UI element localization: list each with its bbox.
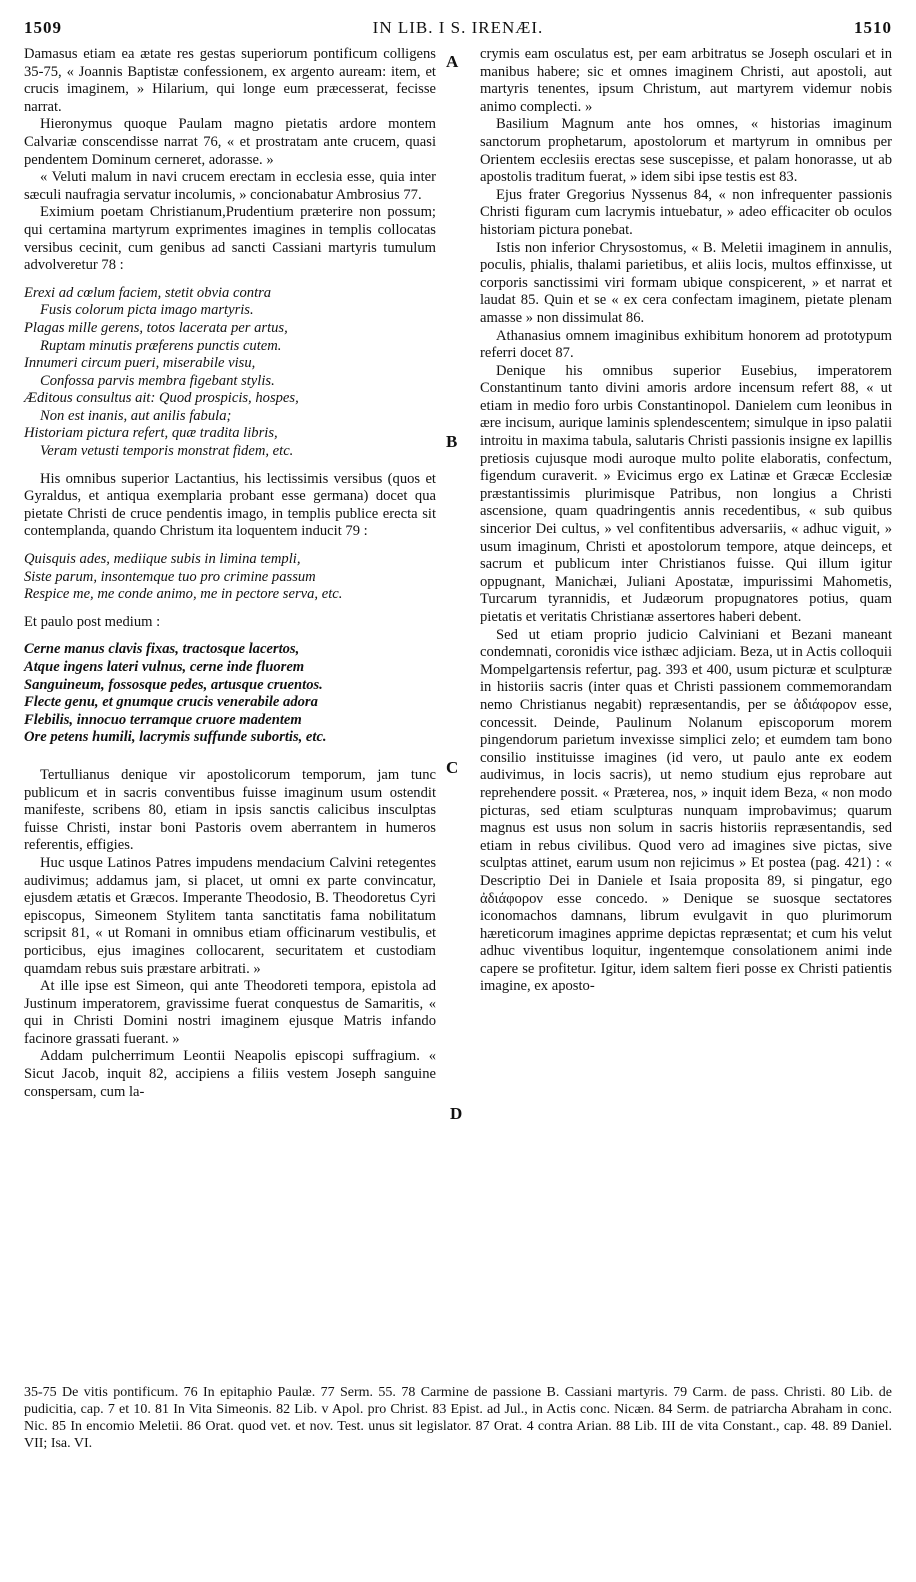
verse-line: Fusis colorum picta imago martyris. bbox=[40, 302, 254, 319]
verse-line: Historiam pictura refert, quæ tradita libris, bbox=[24, 425, 278, 442]
verse-line: Flebilis, innocuo terramque cruore madentem bbox=[24, 711, 302, 728]
paragraph: Eximium poetam Christianum,Prudentium præterire non possum; qui certamina martyrum exprimentes imagines in templis collocatas versibus cecinit, cum genibus ad sancti Cassiani martyris tumulum advolveretur 78 : bbox=[24, 204, 436, 274]
verse-block bbox=[24, 285, 436, 461]
verse-line: Siste parum, insontemque tuo pro crimine passum bbox=[24, 568, 316, 585]
paragraph: Sed ut etiam proprio judicio Calviniani et Bezani maneant condemnati, coronidis vice isthæc adjiciam. Beza, ut in Actis colloquii Mompelgartensis refertur, pag. 393 et 400, usum picturæ et sculpturæ in historiis sacris (inter quas et Christi passionem commemorandam nemo Christianus negabit) repræsentandis, per se ἀδιάφορον esse, concessit. Deinde, Paulinum Nolanum episcoporum morem pingendorum parietum invexisse simplici zelo; et eumdem tam bono consilio instituisse imagines (id vero, ut paulo ante ex eodem audivimus, in locis sacris), ut nemo studium ejus reprobare aut reprehendere possit. « Præterea, nos, » inquit idem Beza, « non modo picturas, sed etiam sculpturas nunquam improbavimus; quarum magnus est usus non solum in sacris historiis repræsentandis, sed etiam in rebus civilibus. Quod vero ad imagines sive pictas, sive sculptas attinet, earum usum non rejicimus » Et postea (pag. 421) : « Descriptio Dei in Daniele et Isaia proposita 89, si pingatur, ego ἀδιάφορον esse concedo. » Denique se suosque sectatores iconomachos damnans, librum evulgavit in quo plurimorum hæreticorum imagines apprime depictas repræsentat; et cum his velut adhuc viventibus loquitur, ingentemque consolationem animi inde capere se profitetur. Igitur, idem saltem fieri posse ex Christi patientis imagine, ex aposto- bbox=[480, 626, 892, 995]
verse-line: Atque ingens lateri vulnus, cerne inde fluorem bbox=[24, 659, 305, 675]
page-number-right: 1510 bbox=[854, 18, 892, 37]
paragraph: Addam pulcherrimum Leontii Neapolis episcopi suffragium. « Sicut Jacob, inquit 82, accipiens a filiis vestem Joseph sanguine conspersam, cum la- bbox=[24, 1048, 436, 1100]
margin-marker-c: C bbox=[446, 758, 459, 777]
verse-line: Confossa parvis membra figebant stylis. bbox=[40, 372, 275, 389]
margin-marker-a: A bbox=[446, 52, 459, 71]
verse-block bbox=[24, 641, 436, 747]
paragraph: Tertullianus denique vir apostolicorum temporum, jam tunc publicum et in sacris conventibus fuisse imaginum usum ostendit manifeste, scribens 80, etiam in ipsis sanctis calicibus insculptas fuisse Christi, instar boni Pastoris ovem aberrantem in humeros referentis, effigies. bbox=[24, 766, 436, 854]
verse-line: Flecte genu, et gnumque crucis venerabile adora bbox=[24, 694, 318, 711]
paragraph: Istis non inferior Chrysostomus, « B. Meletii imaginem in annulis, poculis, phialis, thalami parietibus, et aliis locis, multos effinxisse, ut corporis sanctissimi viri formam ubique conspicerent, » et narrat et laudat 85. Quin et se « ex cera confectam imaginem, pietate plenam amasse » non dissimulat 86. bbox=[480, 239, 892, 326]
verse-line: Ore petens humili, lacrymis suffunde subortis, etc. bbox=[24, 729, 327, 746]
right-column bbox=[480, 46, 892, 996]
verse-line: Cerne manus clavis fixas, tractosque lacertos, bbox=[24, 641, 300, 658]
verse-line: Erexi ad cœlum faciem, stetit obvia contra bbox=[24, 284, 272, 301]
section-heading: Et paulo post medium : bbox=[24, 613, 161, 630]
paragraph: Huc usque Latinos Patres impudens mendacium Calvini retegentes audivimus; addamus jam, si placet, ut omni ex parte convincatur, ejusdem ætatis et Græcos. Imperante Theodosio, B. Theodoretus Cyri episcopus, Simeonem Stylitem tanta sanctitatis fama nobilitatum scripsit 81, « ut Romani in omnibus etiam officinarum vestibulis, et porticibus, ejus imagines collocarent, securitatem et custodiam quamdam rebus suis præstare arbitrati. » bbox=[24, 854, 436, 977]
margin-marker-d: D bbox=[450, 1104, 463, 1123]
verse-line: Respice me, me conde animo, me in pectore serva, etc. bbox=[24, 586, 343, 603]
paragraph: « Veluti malum in navi crucem erectam in ecclesia esse, quia inter sæculi naufragia servatur incolumis, » concionabatur Ambrosius 77. bbox=[24, 169, 436, 203]
paragraph: crymis eam osculatus est, per eam arbitratus se Joseph osculari et in manibus habere; sic et omnes imaginem Christi, aut apostoli, aut martyris tenentes, ipsum Christum, aut martyrem videmur nobis animo complecti. » bbox=[480, 46, 892, 115]
paragraph: Basilium Magnum ante hos omnes, « historias imaginum sanctorum prophetarum, apostolorum et martyrum in omnibus per Orientem ecclesiis erectas sese suscepisse, et palam honorasse, ut ab apostolis traditum fuerat, » idem sibi ipse testis est 83. bbox=[480, 116, 892, 186]
verse-line: Æditous consultus ait: Quod prospicis, hospes, bbox=[24, 390, 299, 407]
verse-line: Innumeri circum pueri, miserabile visu, bbox=[24, 355, 256, 372]
paragraph: His omnibus superior Lactantius, his lectissimis versibus (quos et Gyraldus, et antiqua exemplaria probant esse germana) docet qua pietate Christi de cruce pendentis imago, in templis publice erecta sit contemplanda, quando Christum ita loquentem inducit 79 : bbox=[24, 470, 436, 540]
verse-line: Plagas mille gerens, totos lacerata per artus, bbox=[24, 319, 288, 336]
verse-line: Ruptam minutis præferens punctis cutem. bbox=[40, 337, 282, 354]
page-number-left: 1509 bbox=[24, 18, 62, 37]
paragraph: Damasus etiam ea ætate res gestas superiorum pontificum colligens 35-75, « Joannis Baptistæ confessionem, ex argento auream: item, et crucis imaginem, » Hilarium, qui longe eum præcesserat, fecisse narrat. bbox=[24, 46, 436, 115]
paragraph: Denique his omnibus superior Eusebius, imperatorem Constantinum tanto divini amoris ardore incensum refert 88, « ut etiam in medio foro urbis Constantinopol. Danielem cum leonibus in ære incisum, aurique laminis splendescentem; simulque in ipso palatii introitu in maxima tabula, salutaris Christi passionis insigne ex lapillis pretiosis cujusque modi auroque multo polite elaboratis, confectum, figendum curaverit. » Evicimus ergo ex Latinæ et Græcæ Ecclesiæ præstantissimis plurimisque Patribus, non longius a Christi ascensione, quam quadringentis annis recedentibus, « sub quibus sincerior Dei cultus, » vel confitentibus adversariis, « adhuc viguit, » usum imaginum, Christi et apostolorum tempore, atque deinceps, et sacrum et publicum inter Christianos fuisse. Qui illum igitur oppugnant, Manichæi, Juliani Apostatæ, impurissimi Mahometis, Turcarum tyrannidis, et Judæorum propugnatores potius, quam pietatis et veritatis Christianæ assertores haberi debent. bbox=[480, 362, 892, 625]
verse-line: Sanguineum, fossosque pedes, artusque cruentos. bbox=[24, 676, 323, 693]
paragraph: At ille ipse est Simeon, qui ante Theodoreti tempora, epistola ad Justinum imperatorem, gravissime fuerat conquestus de Samaritis, « qui in Christi Domini nostri imaginem ejusque Matris infando facinore grassati fuerant. » bbox=[24, 978, 436, 1047]
margin-marker-b: B bbox=[446, 432, 458, 451]
verse-line: Non est inanis, aut anilis fabula; bbox=[40, 407, 232, 424]
verse-block bbox=[24, 551, 436, 604]
running-header bbox=[24, 18, 892, 42]
verse-line: Veram vetusti temporis monstrat fidem, etc. bbox=[40, 443, 294, 460]
paragraph: Hieronymus quoque Paulam magno pietatis ardore montem Calvariæ conscendisse narrat 76, « et prostratam ante crucem, quasi pendentem Dominum cerneret, adorasse. » bbox=[24, 116, 436, 168]
paragraph: Ejus frater Gregorius Nyssenus 84, « non infrequenter passionis Christi figuram cum lacrymis intuebatur, » adeo efficaciter ob oculos historiam pictura ponebat. bbox=[480, 186, 892, 238]
paragraph: Athanasius omnem imaginibus exhibitum honorem ad prototypum referri docet 87. bbox=[480, 327, 892, 362]
running-title: IN LIB. I S. IRENÆI. bbox=[372, 18, 544, 37]
footnotes: 35-75 De vitis pontificum. 76 In epitaphio Paulæ. 77 Serm. 55. 78 Carmine de passione B. Cassiani martyris. 79 Carm. de pass. Christi. 80 Lib. de pudicitia, cap. 7 et 10. 81 In Vita Simeonis. 82 Lib. v Apol. pro Christ. 83 Epist. ad Jul., in Actis conc. Nicæn. 84 Serm. de patriarcha Abraham in conc. Nic. 85 In encomio Meletii. 86 Orat. quod vet. et nov. Test. unus sit legislator. 87 Orat. 4 contra Arian. 88 Lib. III de vita Constant., cap. 48. 89 Daniel. VII; Isa. VI. bbox=[24, 1385, 892, 1451]
verse-line: Quisquis ades, mediique subis in limina templi, bbox=[24, 551, 301, 568]
left-column bbox=[24, 46, 436, 1101]
